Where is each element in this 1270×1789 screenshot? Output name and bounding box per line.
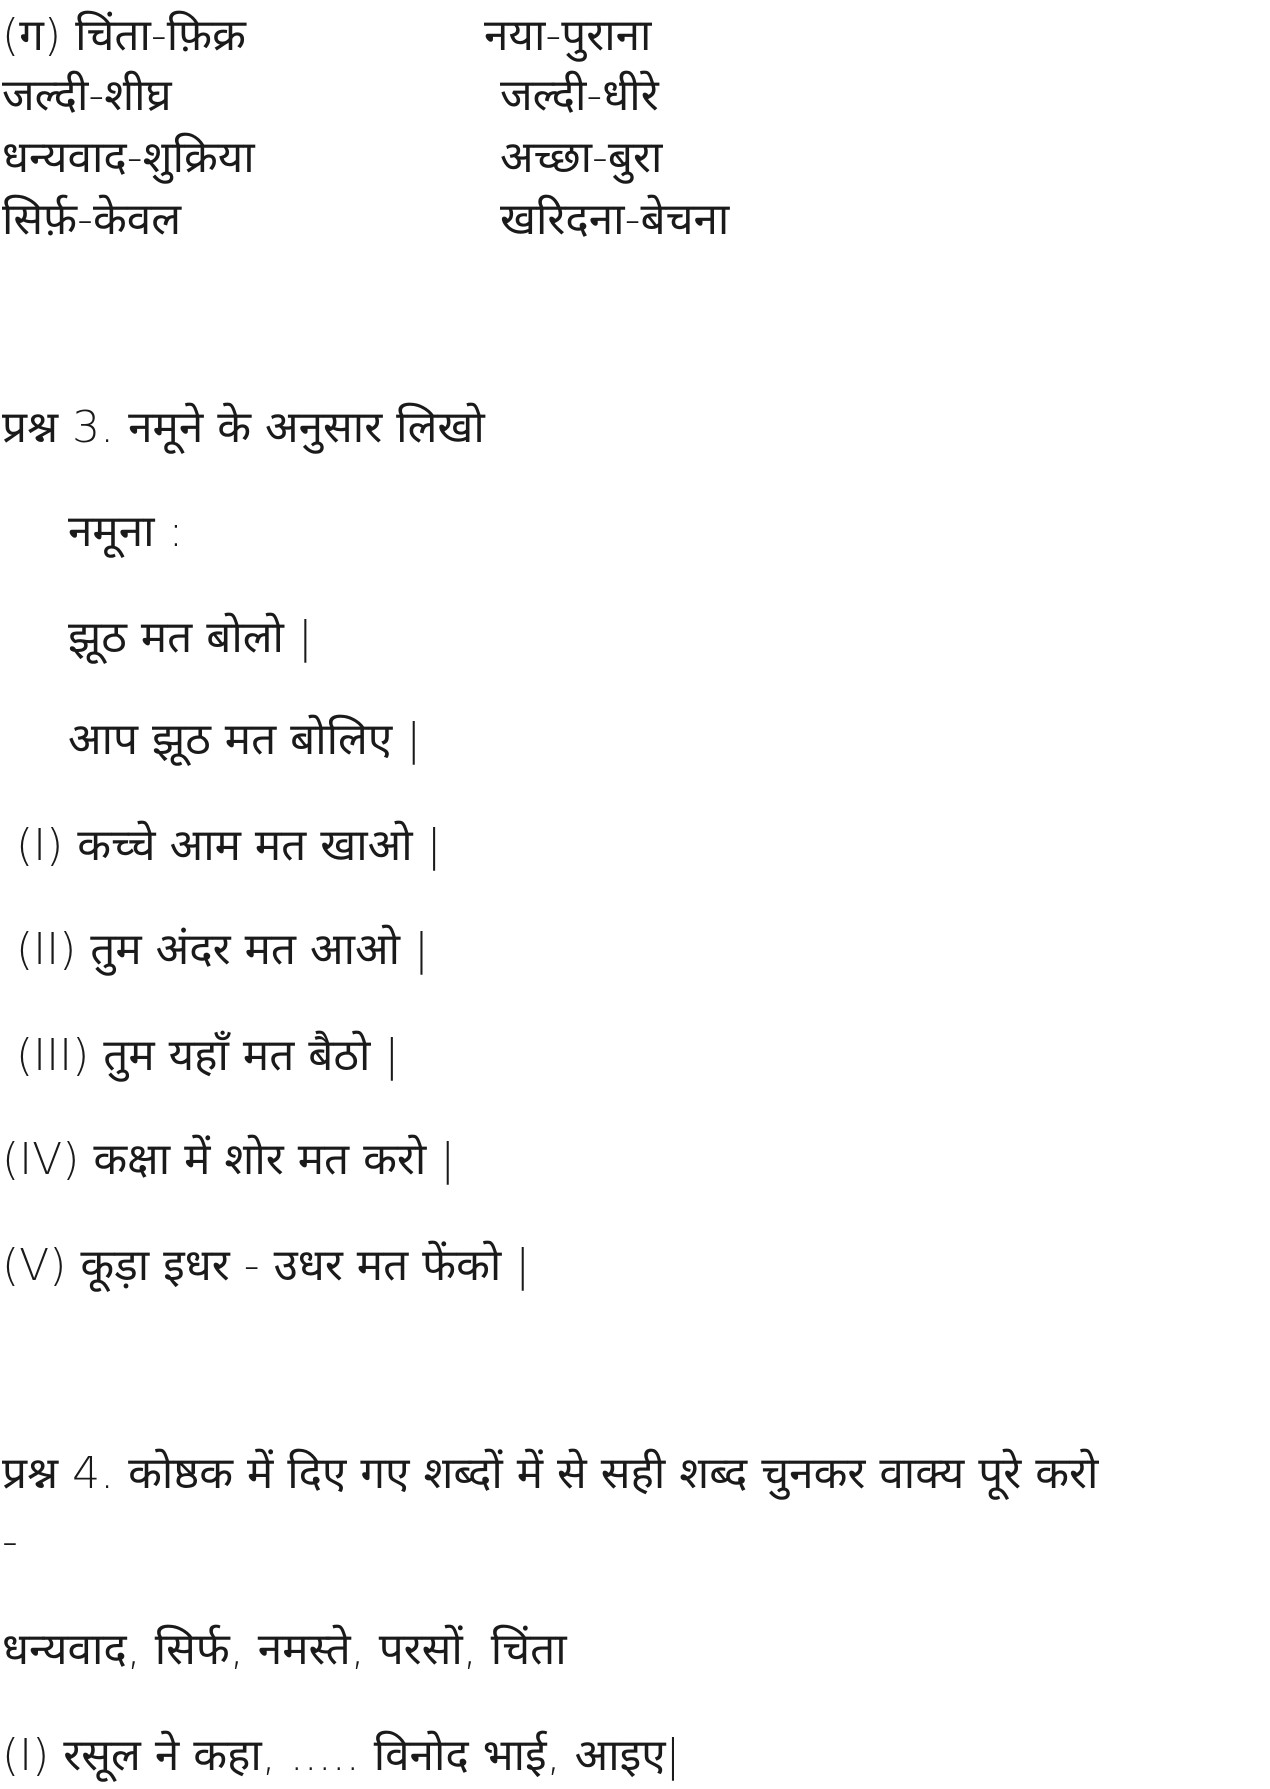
pair-right-2: जल्दी-धीरे xyxy=(500,70,659,121)
q3-item-5: (V) कूड़ा इधर - उधर मत फेंको | xyxy=(2,1240,531,1291)
pair-right-4: खरिदना-बेचना xyxy=(500,194,730,245)
q4-word-list: धन्यवाद, सिर्फ, नमस्ते, परसों, चिंता xyxy=(2,1624,567,1675)
q3-item-4: (IV) कक्षा में शोर मत करो | xyxy=(2,1134,456,1185)
q3-title: प्रश्न 3. नमूने के अनुसार लिखो xyxy=(2,402,485,453)
pair-left-1: (ग) चिंता-फ़िक्र xyxy=(2,10,246,61)
q4-title: प्रश्न 4. कोष्ठक में दिए गए शब्दों में से सही शब्द चुनकर वाक्य पूरे करो xyxy=(2,1448,1099,1499)
q3-item-1: (I) कच्चे आम मत खाओ | xyxy=(16,820,442,871)
pair-left-4: सिर्फ़-केवल xyxy=(2,194,182,245)
q3-sample-2: आप झूठ मत बोलिए | xyxy=(68,714,422,765)
q3-sample-1: झूठ मत बोलो | xyxy=(68,612,313,663)
pair-left-2: जल्दी-शीघ्र xyxy=(2,70,172,121)
q3-item-2: (II) तुम अंदर मत आओ | xyxy=(16,924,429,975)
q4-item-1: (I) रसूल ने कहा, ..... विनोद भाई, आइए| xyxy=(2,1730,681,1781)
q4-title-cont: - xyxy=(2,1516,18,1567)
q3-item-3: (III) तुम यहाँ मत बैठो | xyxy=(16,1030,400,1081)
q3-sample-label: नमूना : xyxy=(68,506,184,557)
pair-right-3: अच्छा-बुरा xyxy=(500,132,663,183)
pair-left-3: धन्यवाद-शुक्रिया xyxy=(2,132,255,183)
pair-right-1: नया-पुराना xyxy=(484,10,652,61)
